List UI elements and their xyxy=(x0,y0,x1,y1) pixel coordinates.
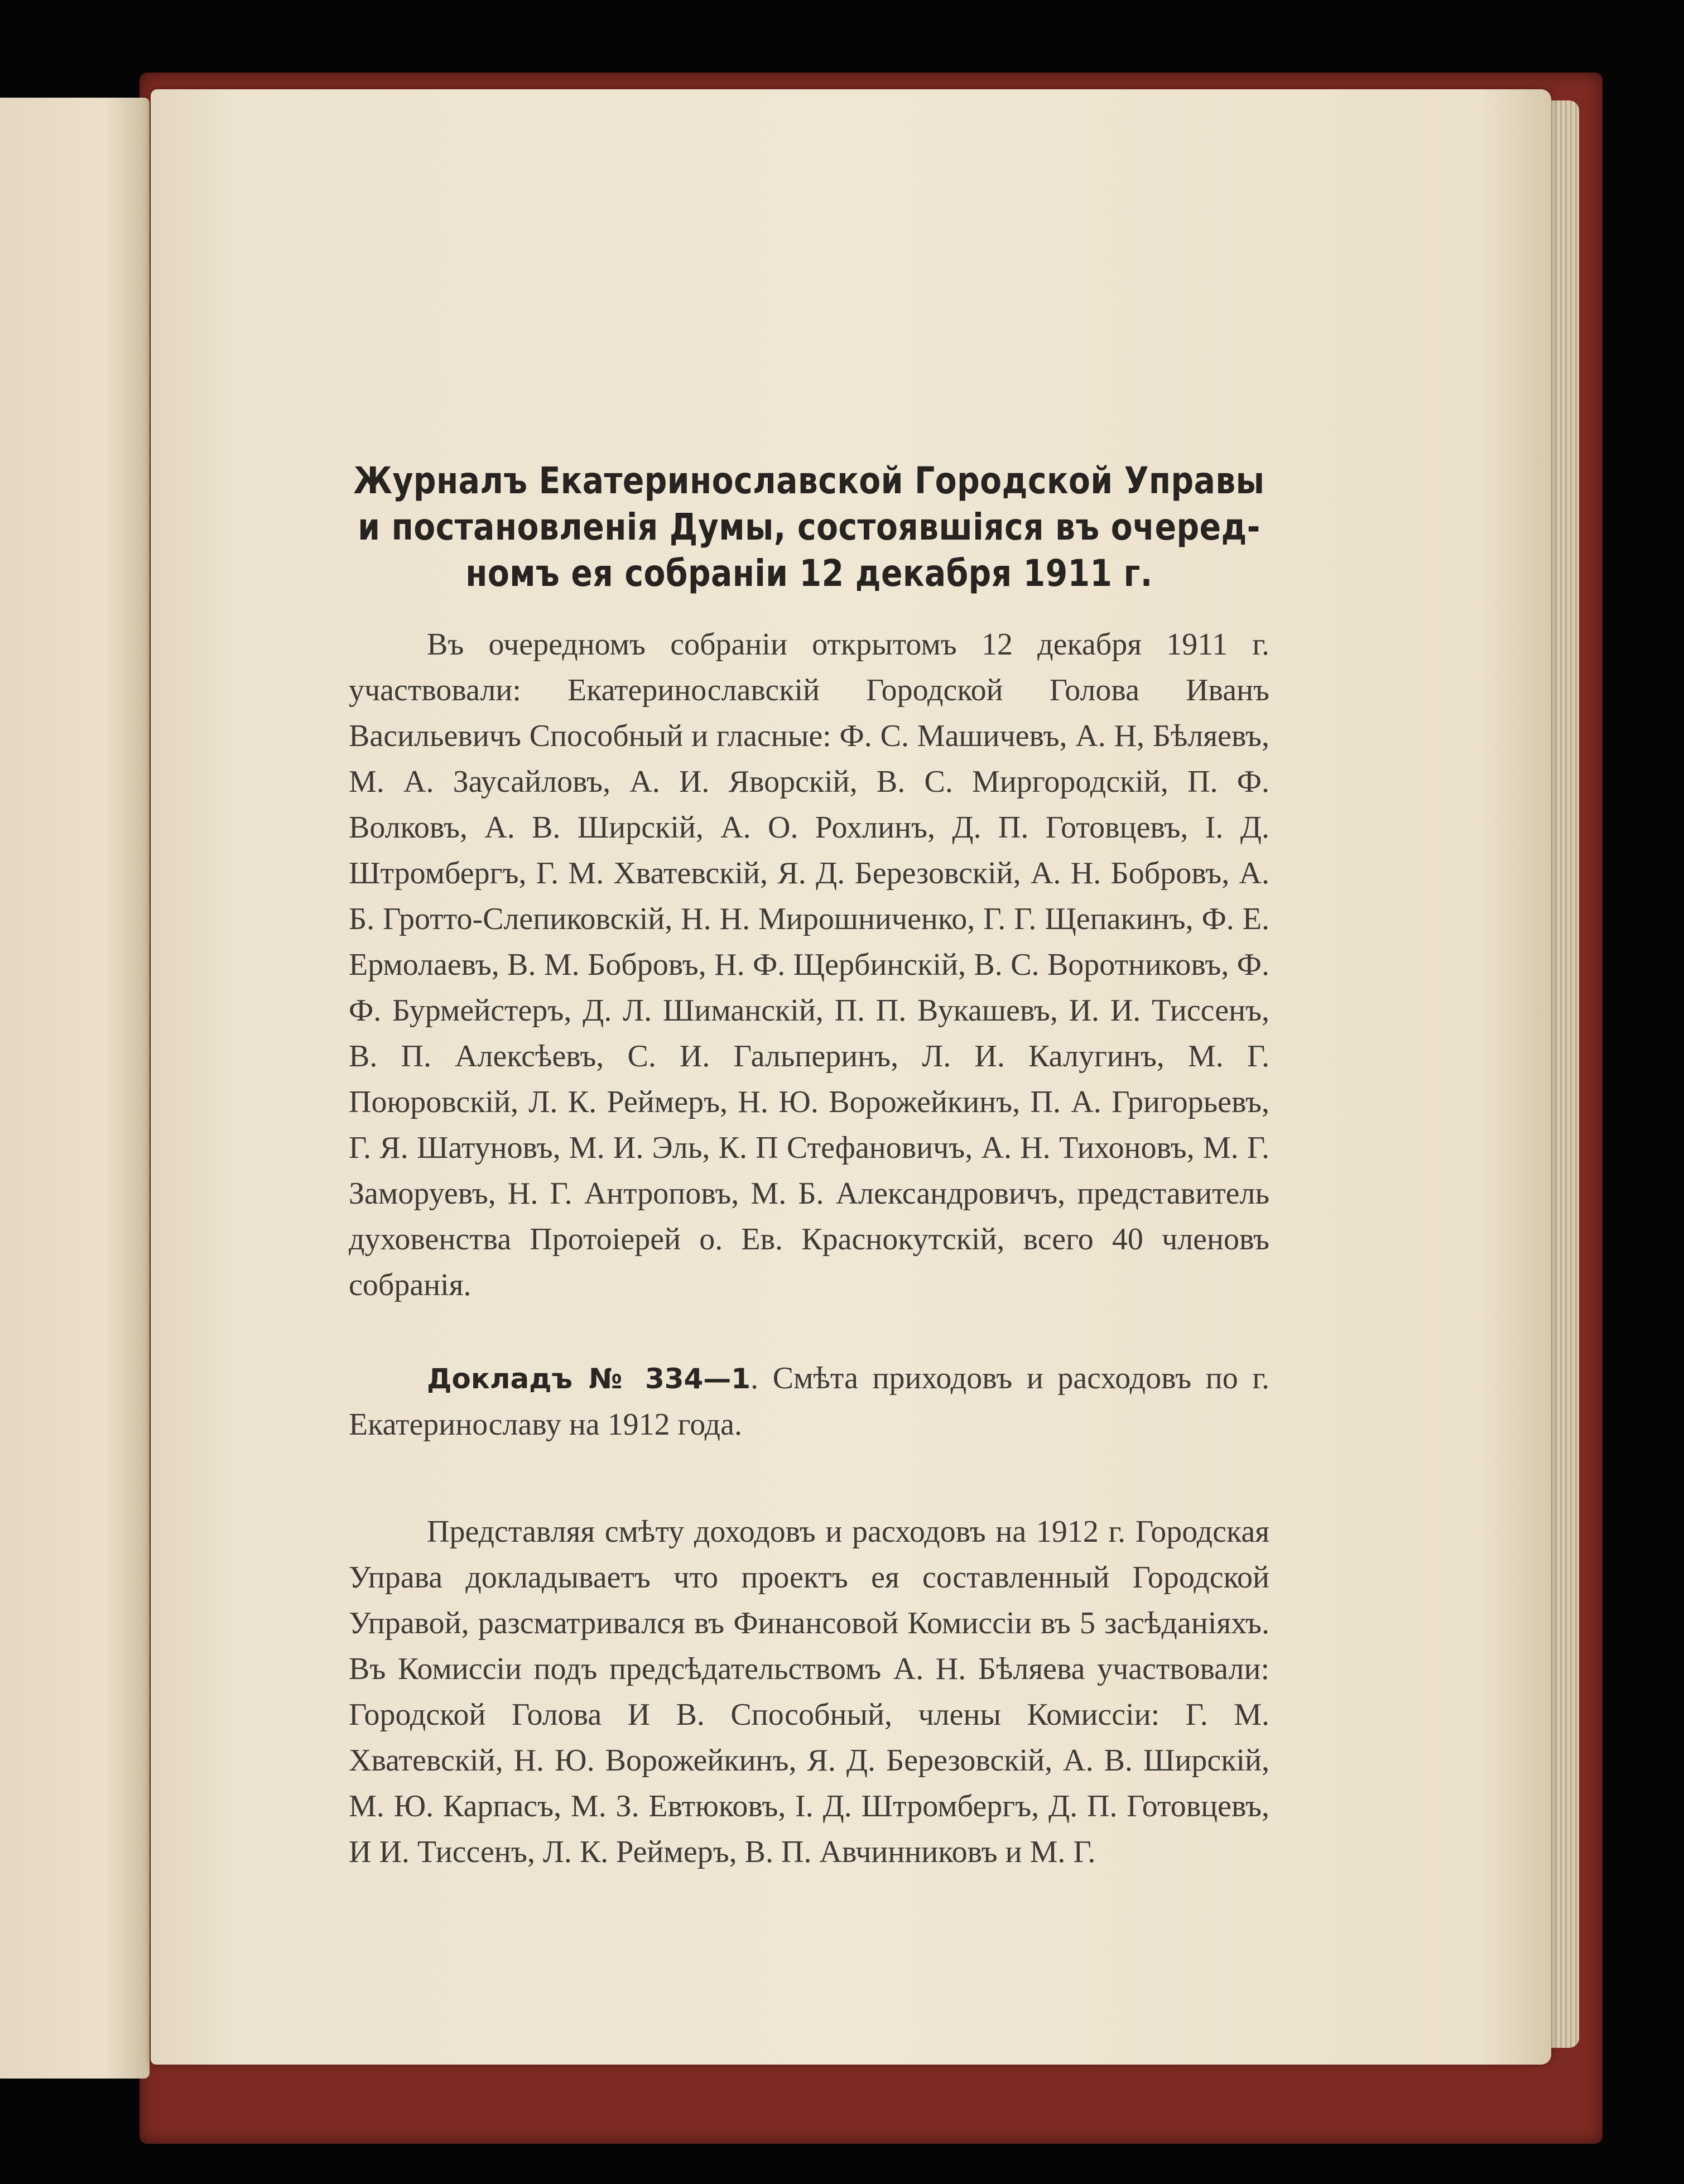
attendance-paragraph: Въ очередномъ собраніи открытомъ 12 декабря 1911 г. участвовали: Екатеринославскій Городской Голова Иванъ Васильевичъ Способный и гласные: Ф. С. Машичевъ, А. Н, Бѣляевъ, М. А. Заусайловъ, А. И. Яворскій, В. С. Миргородскій, П. Ф. Волковъ, А. В. Ширскій, А. О. Рохлинъ, Д. П. Готовцевъ, І. Д. Штромбергъ, Г. М. Хватевскій, Я. Д. Березовскій, А. Н. Бобровъ, А. Б. Гротто-Слепиковскій, Н. Н. Мирошниченко, Г. Г. Щепакинъ, Ф. Е. Ермолаевъ, В. М. Бобровъ, Н. Ф. Щербинскій, В. С. Воротниковъ, Ф. Ф. Бурмейстеръ, Д. Л. Шиманскій, П. П. Вукашевъ, И. И. Тиссенъ, В. П. Алексѣевъ, С. И. Гальперинъ, Л. И. Калугинъ, М. Г. Поюровскій, Л. К. Реймеръ, Н. Ю. Ворожейкинъ, П. А. Григорьевъ, Г. Я. Шатуновъ, М. И. Эль, К. П Стефановичъ, А. Н. Тихоновъ, М. Г. Заморуевъ, Н. Г. Антроповъ, М. Б. Александровичъ, представитель духовенства Протоіерей о. Ев. Краснокутскій, всего 40 членовъ собранія. xyxy=(349,627,1269,1302)
report-text: . Смѣта приходовъ и расходовъ по г. Екатеринославу на 1912 года. xyxy=(349,1361,1269,1442)
page-content xyxy=(349,458,1269,1875)
title-line: номъ ея собраніи 12 декабря 1911 г. xyxy=(465,552,1153,595)
left-page xyxy=(0,98,150,2079)
report-heading: Докладъ № 334—1 xyxy=(427,1363,751,1395)
budget-paragraph: Представляя смѣту доходовъ и расходовъ на 1912 г. Городская Управа докладываетъ что проектъ ея составленный Городской Управой, разсматривался въ Финансовой Комиссіи въ 5 засѣданіяхъ. Въ Комиссіи подъ предсѣдательствомъ А. Н. Бѣляева участвовали: Городской Голова И В. Способный, члены Комиссіи: Г. М. Хватевскій, Н. Ю. Ворожейкинъ, Я. Д. Березовскій, А. В. Ширскій, М. Ю. Карпасъ, М. З. Евтюковъ, І. Д. Штромбергъ, Д. П. Готовцевъ, И И. Тиссенъ, Л. К. Реймеръ, В. П. Авчинниковъ и М. Г. xyxy=(349,1514,1269,1869)
report-paragraph xyxy=(349,1355,1269,1447)
document-title xyxy=(350,458,1268,596)
title-line: и постановленія Думы, состоявшіяся въ очеред- xyxy=(358,506,1260,549)
title-line: Журналъ Екатеринославской Городской Управы xyxy=(353,459,1265,502)
